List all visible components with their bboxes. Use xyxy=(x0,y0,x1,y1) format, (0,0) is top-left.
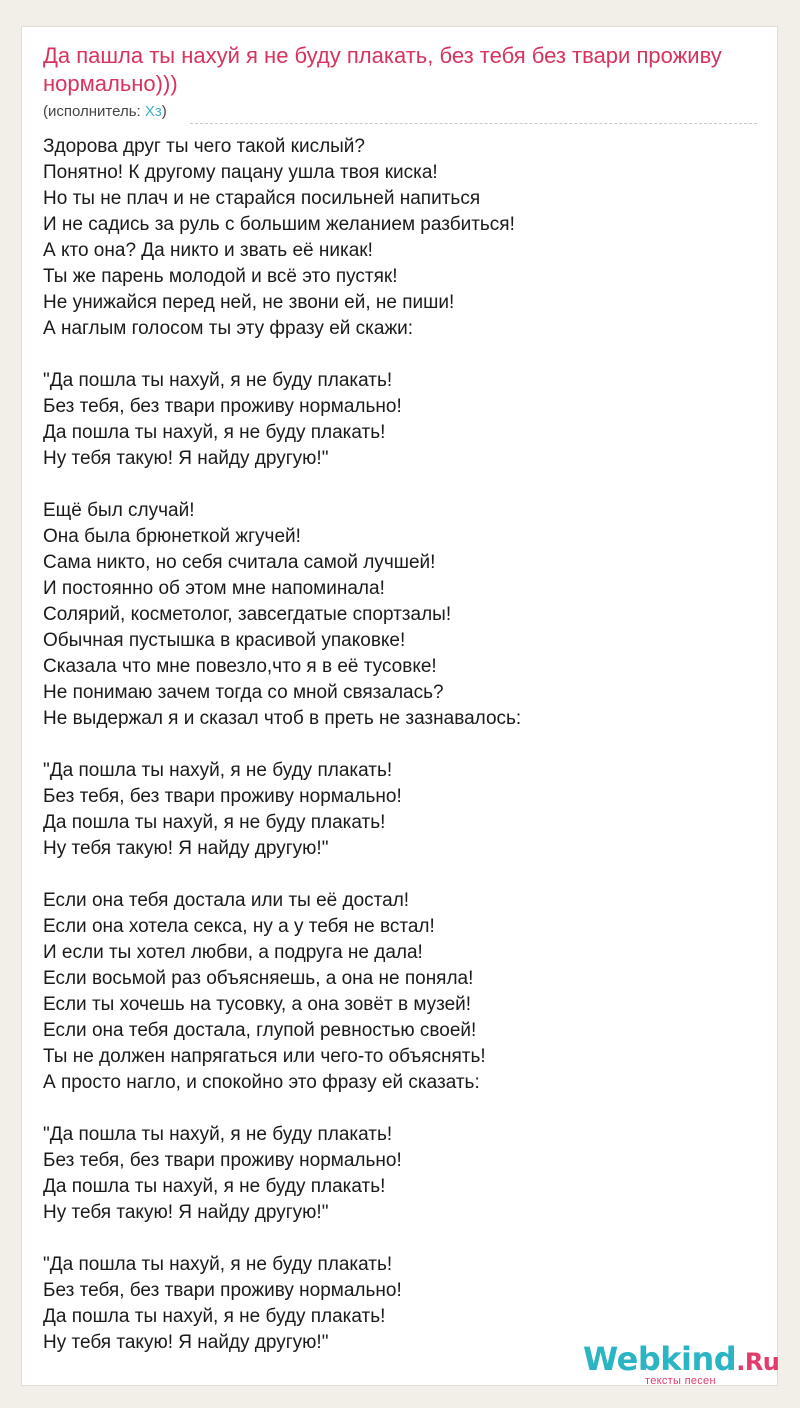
lyric-line: Но ты не плач и не старайся посильней напиться xyxy=(43,188,481,209)
lyric-line: Без тебя, без твари проживу нормально! xyxy=(43,396,402,417)
lyrics-stanza xyxy=(43,134,763,342)
logo-tld-text: .Ru xyxy=(736,1348,780,1376)
lyric-line: Без тебя, без твари проживу нормально! xyxy=(43,786,402,807)
lyric-line: Если восьмой раз объясняешь, а она не поняла! xyxy=(43,968,474,989)
lyric-line: Ну тебя такую! Я найду другую!" xyxy=(43,838,329,859)
song-title: Да пашла ты нахуй я не буду плакать, без тебя без твари проживу нормально))) xyxy=(43,43,722,96)
lyrics-stanza xyxy=(43,498,763,732)
lyric-line: Не понимаю зачем тогда со мной связалась? xyxy=(43,682,444,703)
lyric-line: Без тебя, без твари проживу нормально! xyxy=(43,1280,402,1301)
lyric-line: А наглым голосом ты эту фразу ей скажи: xyxy=(43,318,414,339)
lyric-line: А кто она? Да никто и звать её никак! xyxy=(43,240,373,261)
lyric-line: Да пошла ты нахуй, я не буду плакать! xyxy=(43,1176,386,1197)
lyric-line: Если она хотела секса, ну а у тебя не встал! xyxy=(43,916,435,937)
artist-line xyxy=(43,102,167,122)
artist-suffix: ) xyxy=(161,103,167,120)
lyric-line: Понятно! К другому пацану ушла твоя киска! xyxy=(43,162,438,183)
lyric-line: "Да пошла ты нахуй, я не буду плакать! xyxy=(43,760,393,781)
lyrics-stanza xyxy=(43,368,763,472)
lyric-line: Без тебя, без твари проживу нормально! xyxy=(43,1150,402,1171)
lyrics-body xyxy=(43,134,763,1382)
title-divider xyxy=(190,123,757,124)
lyric-line: Если она тебя достала, глупой ревностью своей! xyxy=(43,1020,477,1041)
lyric-line: Не унижайся перед ней, не звони ей, не пиши! xyxy=(43,292,455,313)
artist-link[interactable]: Хз xyxy=(144,103,162,120)
lyric-line: Ну тебя такую! Я найду другую!" xyxy=(43,1202,329,1223)
lyric-line: Солярий, косметолог, завсегдатые спортзалы! xyxy=(43,604,452,625)
lyric-line: Ты не должен напрягаться или чего-то объяснять! xyxy=(43,1046,486,1067)
lyric-line: Не выдержал я и сказал чтоб в преть не зазнавалось: xyxy=(43,708,522,729)
lyric-line: "Да пошла ты нахуй, я не буду плакать! xyxy=(43,1254,393,1275)
lyric-line: Если она тебя достала или ты её достал! xyxy=(43,890,410,911)
lyric-line: Она была брюнеткой жгучей! xyxy=(43,526,301,547)
lyrics-stanza xyxy=(43,1122,763,1226)
lyric-line: И не садись за руль с большим желанием разбиться! xyxy=(43,214,515,235)
lyric-line: Сказала что мне повезло,что я в её тусовке! xyxy=(43,656,437,677)
site-logo[interactable] xyxy=(583,1340,783,1390)
lyric-line: Если ты хочешь на тусовку, а она зовёт в музей! xyxy=(43,994,472,1015)
lyric-line: И если ты хотел любви, а подруга не дала! xyxy=(43,942,423,963)
lyric-line: А просто нагло, и спокойно это фразу ей сказать: xyxy=(43,1072,480,1093)
lyric-line: Ещё был случай! xyxy=(43,500,195,521)
lyric-line: Ну тебя такую! Я найду другую!" xyxy=(43,1332,329,1353)
lyrics-stanza xyxy=(43,888,763,1096)
lyric-line: Да пошла ты нахуй, я не буду плакать! xyxy=(43,812,386,833)
artist-prefix: (исполнитель: xyxy=(43,103,145,120)
lyric-line: Да пошла ты нахуй, я не буду плакать! xyxy=(43,422,386,443)
lyric-line: Здорова друг ты чего такой кислый? xyxy=(43,136,365,157)
lyric-line: Обычная пустышка в красивой упаковке! xyxy=(43,630,406,651)
logo-main-text: Webkind xyxy=(583,1340,737,1378)
logo-tagline: тексты песен xyxy=(645,1375,716,1387)
lyric-line: И постоянно об этом мне напоминала! xyxy=(43,578,385,599)
lyric-line: Ты же парень молодой и всё это пустяк! xyxy=(43,266,398,287)
lyrics-stanza xyxy=(43,758,763,862)
lyric-line: Да пошла ты нахуй, я не буду плакать! xyxy=(43,1306,386,1327)
lyric-line: "Да пошла ты нахуй, я не буду плакать! xyxy=(43,1124,393,1145)
lyric-line: "Да пошла ты нахуй, я не буду плакать! xyxy=(43,370,393,391)
lyric-line: Ну тебя такую! Я найду другую!" xyxy=(43,448,329,469)
lyric-line: Сама никто, но себя считала самой лучшей! xyxy=(43,552,436,573)
